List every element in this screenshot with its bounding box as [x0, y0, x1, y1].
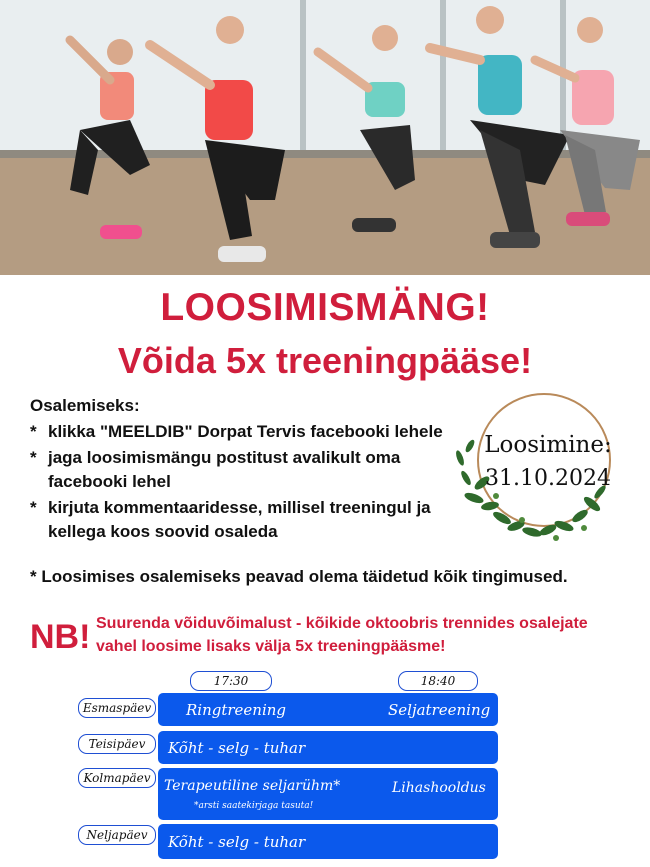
- rule-item: * jaga loosimismängu postitust avalikult oma facebooki lehel: [30, 446, 450, 494]
- class-first: Ringtreening: [186, 701, 287, 719]
- schedule-row-monday: [158, 693, 498, 726]
- day-label-thursday: Neljapäev: [78, 825, 156, 845]
- day-label-tuesday: Teisipäev: [78, 734, 156, 754]
- fitness-class-photo: [0, 0, 650, 275]
- schedule-row-thursday: [158, 824, 498, 859]
- rule-item: * klikka "MEELDIB" Dorpat Tervis facebooki lehele: [30, 420, 450, 444]
- time-slot-1: 17:30: [190, 671, 272, 691]
- draw-date: 31.10.2024: [485, 466, 611, 491]
- class-second: Lihashooldus: [392, 780, 486, 796]
- class-first: Kõht - selg - tuhar: [168, 739, 306, 757]
- conditions-note: * Loosimises osalemiseks peavad olema täidetud kõik tingimused.: [30, 567, 568, 586]
- squat-figures-illustration: [0, 0, 650, 275]
- page-subtitle: Võida 5x treeningpääse!: [117, 340, 533, 381]
- schedule-row-tuesday: [158, 731, 498, 764]
- participation-rules: [30, 420, 450, 546]
- class-second: Seljatreening: [388, 701, 491, 719]
- participation-heading: Osalemiseks:: [30, 396, 140, 415]
- day-label-wednesday: Kolmapäev: [78, 768, 156, 788]
- class-note: *arsti saatekirjaga tasuta!: [194, 801, 314, 811]
- class-first: Terapeutiline seljarühm*: [164, 778, 341, 794]
- nb-label: NB!: [30, 618, 91, 656]
- draw-label: Loosimine:: [484, 432, 612, 458]
- class-first: Kõht - selg - tuhar: [168, 833, 306, 851]
- nb-text: Suurenda võiduvõimalust - kõikide oktoobris trennides osalejate vahel loosime lisaks välja 5x treeningpääsme!: [96, 615, 588, 655]
- rule-item: * kirjuta kommentaaridesse, millisel treeningul ja kellega koos soovid osaleda: [30, 496, 450, 544]
- schedule-row-wednesday: [158, 768, 498, 820]
- day-label-monday: Esmaspäev: [78, 698, 156, 718]
- page-title: LOOSIMISMÄNG!: [160, 286, 490, 329]
- draw-date-label: [478, 428, 618, 496]
- time-slot-2: 18:40: [398, 671, 478, 691]
